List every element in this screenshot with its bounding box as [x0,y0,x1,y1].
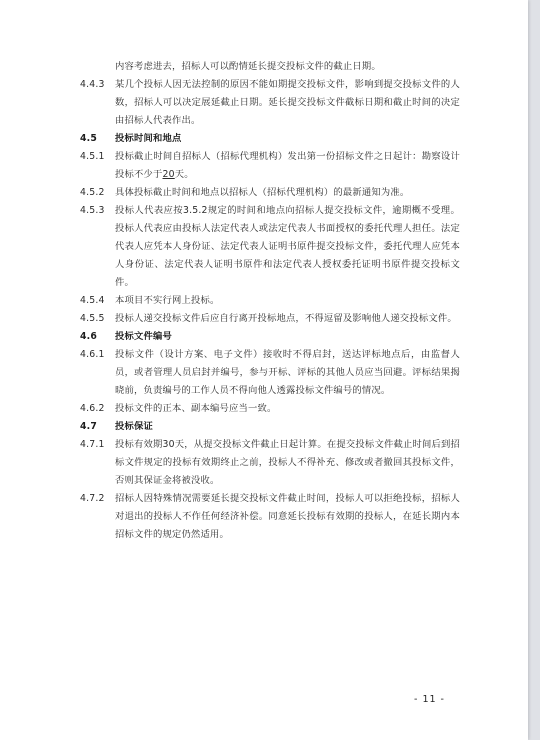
clause-text: 投标人递交投标文件后应自行离开投标地点，不得逗留及影响他人递交投标文件。 [115,313,457,324]
clause-4-7-2 [80,490,460,544]
section-4-5-heading [80,130,460,148]
section-title: 投标文件编号 [115,331,172,342]
clause-number: 4.6.2 [80,403,105,414]
clause-number: 4.7.1 [80,439,105,450]
clause-4-5-4 [80,292,460,310]
paragraph-continuation: 内容考虑进去，招标人可以酌情延长提交投标文件的截止日期。 [115,61,381,72]
clause-4-5-2 [80,184,460,202]
clause-text: 投标有效期30天，从提交投标文件截止日起计算。在提交投标文件截止时间后到招标文件规定的投标有效期终止之前，投标人不得补充、修改或者撤回其投标文件，否则其保证金将被没收。 [115,439,460,486]
clause-text: 具体投标截止时间和地点以招标人（招标代理机构）的最新通知为准。 [115,187,410,198]
clause-text: 投标文件（设计方案、电子文件）接收时不得启封，送达评标地点后，由监督人员，或者管理人员启封并编号，参与开标、评标的其他人员应当回避。评标结果揭晓前，负责编号的工作人员不得向他人透露投标文件编号的情况。 [115,349,460,396]
clause-number: 4.5.5 [80,313,105,324]
clause-number: 4.5.3 [80,205,105,216]
clause-number: 4.7.2 [80,493,105,504]
section-number: 4.6 [80,331,98,342]
clause-text: 本项目不实行网上投标。 [115,295,220,306]
page-number: - 11 - [414,694,445,705]
clause-number: 4.5.4 [80,295,105,306]
clause-text: 某几个投标人因无法控制的原因不能如期提交投标文件，影响到提交投标文件的人数，招标人可以决定展延截止日期。延长提交投标文件截标日期和截止时间的决定由招标人代表作出。 [115,79,460,126]
clause-number: 4.5.1 [80,151,105,162]
clause-text: 招标人因特殊情况需要延长提交投标文件截止时间，投标人可以拒绝投标，招标人对退出的投标人不作任何经济补偿。同意延长投标有效期的投标人，在延长期内本招标文件的规定仍然适用。 [115,493,460,540]
section-4-7-heading [80,418,460,436]
clause-4-4-3 [80,76,460,130]
clause-4-5-1 [80,148,460,184]
clause-text-part: 投标截止时间自招标人（招标代理机构）发出第一份招标文件之日起计：勘察设计投标不少于 [115,151,460,180]
underlined-days-value: 20 [162,169,175,180]
section-title: 投标时间和地点 [115,133,182,144]
page-body [80,58,460,544]
clause-number: 4.5.2 [80,187,105,198]
clause-4-6-2 [80,400,460,418]
section-4-6-heading [80,328,460,346]
clause-number: 4.6.1 [80,349,105,360]
clause-4-6-1 [80,346,460,400]
clause-4-5-3 [80,202,460,292]
section-title: 投标保证 [115,421,153,432]
section-number: 4.7 [80,421,98,432]
clause-4-7-1 [80,436,460,490]
clause-4-5-5 [80,310,460,328]
clause-text: 投标文件的正本、副本编号应当一致。 [115,403,277,414]
clause-number: 4.4.3 [80,79,105,90]
clause-text: 投标人代表应按3.5.2规定的时间和地点向招标人提交投标文件，逾期概不受理。投标人代表应由投标人法定代表人或法定代表人书面授权的委托代理人担任。法定代表人应凭本人身份证、法定代表人证明书原件提交投标文件，委托代理人应凭本人身份证、法定代表人证明书原件和法定代表人授权委托证明书原件提交投标文件。 [115,205,460,288]
clause-text-part: 天。 [174,169,194,180]
clause-text [115,148,460,184]
section-number: 4.5 [80,133,98,144]
